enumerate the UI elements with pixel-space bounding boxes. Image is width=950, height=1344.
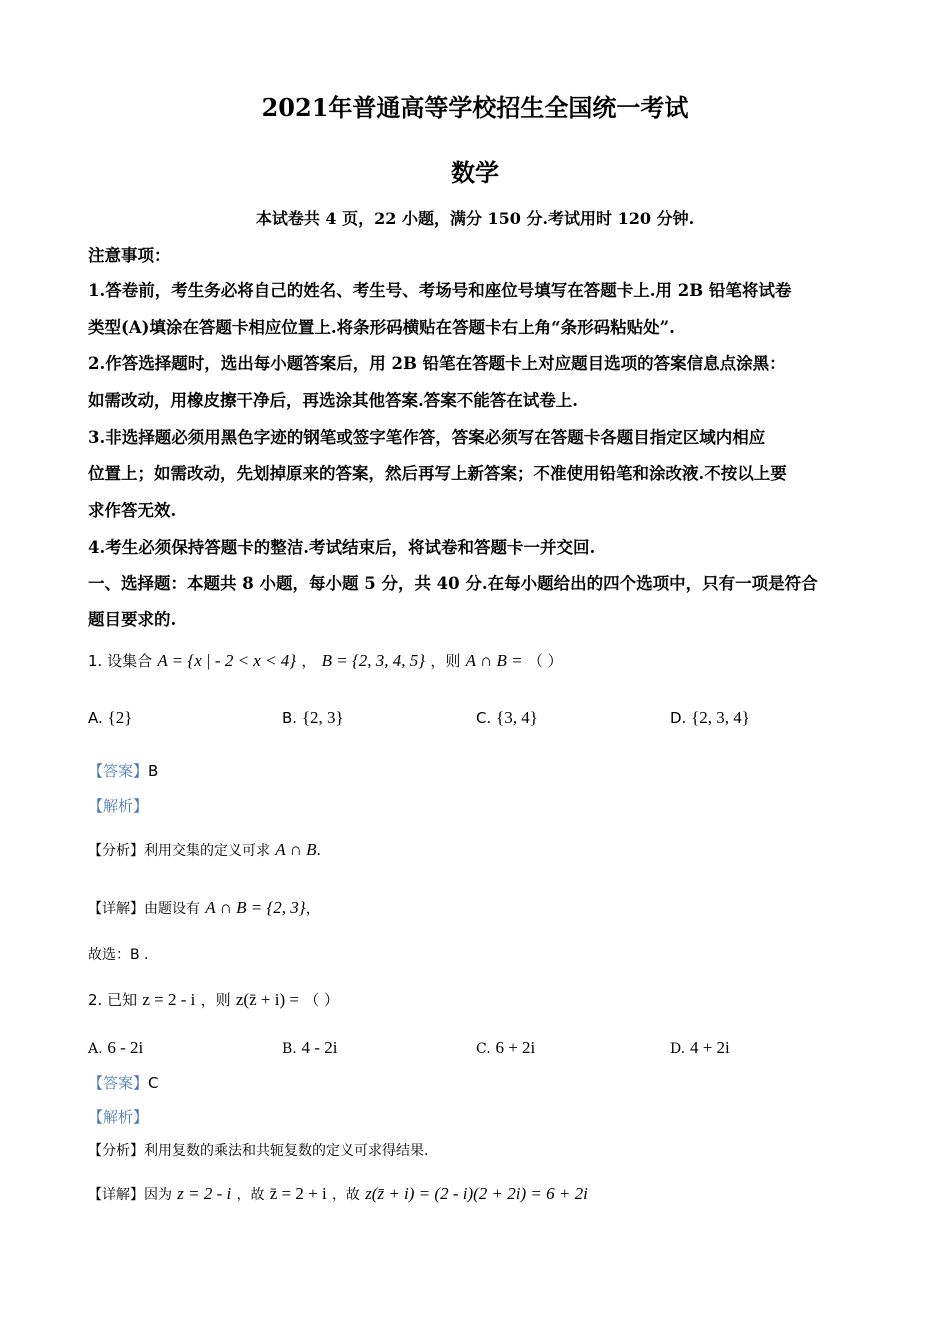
detail-expr-2: z̄ = 2 + i — [269, 1184, 327, 1203]
notice-item-3-line-1: 3.非选择题必须用黑色字迹的钢笔或签字笔作答，答案必须写在答题卡各题目指定区域内相应 — [88, 428, 766, 447]
answer-value: C — [148, 1074, 159, 1092]
option-value: {2} — [107, 708, 133, 727]
notice-item-3-line-3: 求作答无效. — [88, 501, 177, 520]
question-1-answer — [88, 760, 868, 781]
notice-item-2-line-2: 如需改动，用橡皮擦干净后，再选涂其他答案.答案不能答在试卷上. — [88, 391, 578, 410]
question-1-expr: A ∩ B = — [465, 651, 523, 670]
option-label: B. — [282, 1041, 297, 1057]
fenxi-text: 【分析】利用交集的定义可求 — [88, 843, 270, 859]
question-2-ask: ，则 — [200, 991, 231, 1009]
question-2-stem — [88, 989, 868, 1010]
question-1-fenxi — [88, 840, 868, 860]
fenxi-expr: A ∩ B — [275, 840, 317, 859]
question-2-option-b — [282, 1038, 337, 1058]
detail-text: 【详解】由题设有 — [88, 901, 200, 917]
detail-expr-3: z(z̄ + i) = (2 - i)(2 + 2i) = 6 + 2i — [365, 1184, 588, 1203]
question-1-detail — [88, 897, 868, 918]
detail-sep-2: ，故 — [331, 1187, 360, 1203]
question-2-option-c — [476, 1038, 535, 1058]
option-value: {2, 3, 4} — [691, 708, 750, 727]
answer-tag: 【答案】 — [88, 762, 149, 780]
exam-title: 2021年普通高等学校招生全国统一考试 — [261, 93, 689, 122]
answer-tag: 【答案】 — [88, 1074, 149, 1092]
notice-item-1-line-2: 类型(A)填涂在答题卡相应位置上.将条形码横贴在答题卡右上角“条形码粘贴处”. — [88, 318, 675, 337]
fenxi-end: . — [316, 840, 321, 859]
analysis-tag: 【解析】 — [88, 1108, 149, 1126]
question-2-option-a — [88, 1038, 143, 1058]
question-1-paren: （ ） — [527, 652, 563, 670]
question-1-stem — [88, 650, 868, 671]
question-2-answer — [88, 1072, 868, 1093]
notice-item-2-line-1: 2.作答选择题时，选出每小题答案后，用 2B 铅笔在答题卡上对应题目选项的答案信息点涂黑： — [88, 354, 786, 373]
option-label: A. — [88, 709, 103, 727]
question-1-set-a: A = {x | - 2 < x < 4} — [157, 651, 297, 670]
detail-end: ， — [305, 899, 321, 917]
detail-sep-1: ，故 — [236, 1187, 265, 1203]
question-2-analysis-tag — [88, 1106, 868, 1127]
section-1-line-2: 题目要求的. — [88, 610, 177, 629]
notice-item-1-line-1: 1.答卷前，考生务必将自己的姓名、考生号、考场号和座位号填写在答题卡上.用 2B 铅笔将试卷 — [88, 281, 792, 300]
question-2-detail — [88, 1184, 868, 1204]
question-1-option-b — [282, 708, 344, 728]
conclusion-text: 故选：B . — [88, 947, 149, 963]
question-2-fenxi — [88, 1140, 868, 1160]
option-label: A. — [88, 1041, 103, 1057]
option-value: 6 + 2i — [495, 1038, 536, 1057]
option-label: D. — [670, 709, 687, 727]
question-1-option-d — [670, 708, 750, 728]
notice-item-3-line-2: 位置上；如需改动，先划掉原来的答案，然后再写上新答案；不准使用铅笔和涂改液.不按以上要 — [88, 464, 787, 483]
question-1-ask: ，则 — [430, 652, 461, 670]
question-1-conclusion — [88, 944, 868, 964]
option-label: C. — [476, 1041, 491, 1057]
fenxi-text: 【分析】利用复数的乘法和共轭复数的定义可求得结果. — [88, 1143, 429, 1159]
option-value: 6 - 2i — [107, 1038, 144, 1057]
question-1-prefix: 1. 设集合 — [88, 652, 153, 670]
detail-expr: A ∩ B = {2, 3} — [205, 898, 306, 917]
question-1-analysis-tag — [88, 795, 868, 816]
question-1-set-b: B = {2, 3, 4, 5} — [321, 651, 426, 670]
analysis-tag: 【解析】 — [88, 797, 149, 815]
question-2-prefix: 2. 已知 — [88, 991, 138, 1009]
question-2-given: z = 2 - i — [142, 990, 196, 1009]
exam-info: 本试卷共 4 页，22 小题，满分 150 分.考试用时 120 分钟. — [255, 209, 695, 228]
question-1-option-c — [476, 708, 538, 728]
option-label: D. — [670, 1041, 686, 1057]
question-2-expr: z(z̄ + i) = — [235, 990, 299, 1009]
answer-value: B — [148, 762, 159, 780]
question-1-option-a — [88, 708, 132, 728]
option-label: B. — [282, 709, 298, 727]
detail-text: 【详解】因为 — [88, 1187, 172, 1203]
subject-title: 数学 — [451, 158, 499, 187]
option-value: {3, 4} — [496, 708, 538, 727]
option-value: 4 + 2i — [689, 1038, 730, 1057]
question-2-paren: （ ） — [304, 991, 339, 1009]
detail-expr-1: z = 2 - i — [177, 1184, 232, 1203]
section-1-line-1: 一、选择题：本题共 8 小题，每小题 5 分，共 40 分.在每小题给出的四个选项中，只有一项是符合 — [88, 574, 818, 593]
question-2-option-d — [670, 1038, 730, 1058]
option-value: 4 - 2i — [301, 1038, 338, 1057]
option-label: C. — [476, 709, 492, 727]
question-1-sep: ， — [301, 652, 317, 670]
option-value: {2, 3} — [301, 708, 344, 727]
notice-item-4: 4.考生必须保持答题卡的整洁.考试结束后，将试卷和答题卡一并交回. — [88, 538, 596, 557]
notice-heading: 注意事项： — [88, 246, 171, 265]
